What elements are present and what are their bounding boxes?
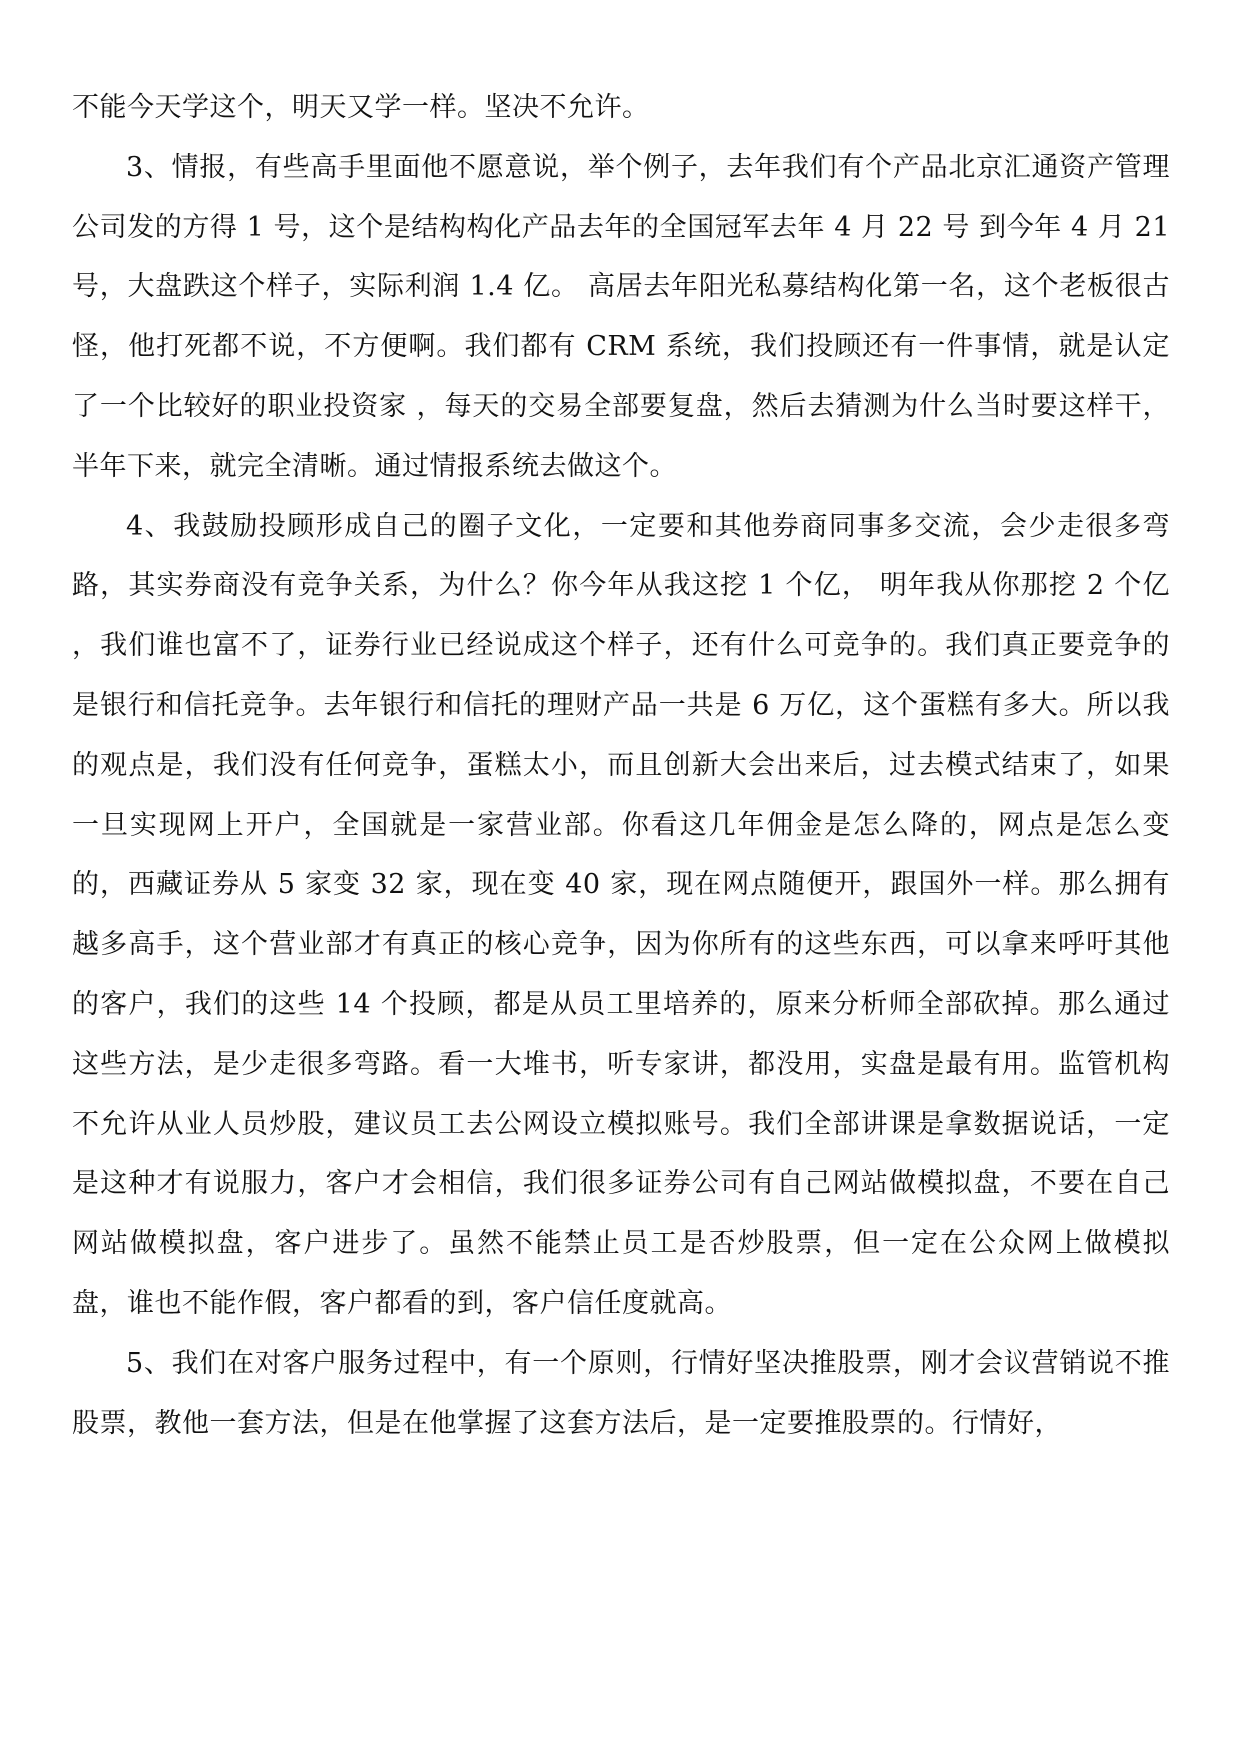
paragraph-item-3-intelligence: 3、情报，有些高手里面他不愿意说，举个例子，去年我们有个产品北京汇通资产管理公司发的方得 1 号，这个是结构构化产品去年的全国冠军去年 4 月 22 号 到今年 4 月 21 号，大盘跌这个样子，实际利润 1.4 亿。 高居去年阳光私募结构化第一名，这个老板很古怪，他打死都不说，不方便啊。我们都有 CRM 系统，我们投顾还有一件事情，就是认定了一个比较好的职业投资家 ，每天的交易全部要复盘，然后去猜测为什么当时要这样干，半年下来，就完全清晰。通过情报系统去做这个。 — [72, 151, 1170, 482]
paragraph-item-5-client-service: 5、我们在对客户服务过程中，有一个原则，行情好坚决推股票，刚才会议营销说不推股票，教他一套方法，但是在他掌握了这套方法后，是一定要推股票的。行情好， — [72, 1347, 1170, 1439]
document-page — [72, 78, 1170, 1453]
paragraph-continuation: 不能今天学这个，明天又学一样。坚决不允许。 — [72, 92, 650, 123]
paragraph-item-4-circle-culture: 4、我鼓励投顾形成自己的圈子文化，一定要和其他券商同事多交流，会少走很多弯路，其实券商没有竞争关系，为什么？你今年从我这挖 1 个亿， 明年我从你那挖 2 个亿 ，我们谁也富不了，证券行业已经说成这个样子，还有什么可竞争的。我们真正要竞争的是银行和信托竞争。去年银行和信托的理财产品一共是 6 万亿，这个蛋糕有多大。所以我的观点是，我们没有任何竞争，蛋糕太小，而且创新大会出来后，过去模式结束了，如果一旦实现网上开户，全国就是一家营业部。你看这几年佣金是怎么降的，网点是怎么变的，西藏证券从 5 家变 32 家，现在变 40 家，现在网点随便开，跟国外一样。那么拥有越多高手，这个营业部才有真正的核心竞争，因为你所有的这些东西，可以拿来呼吁其他的客户，我们的这些 14 个投顾，都是从员工里培养的，原来分析师全部砍掉。那么通过这些方法，是少走很多弯路。看一大堆书，听专家讲，都没用，实盘是最有用。监管机构不允许从业人员炒股，建议员工去公网设立模拟账号。我们全部讲课是拿数据说话，一定是这种才有说服力，客户才会相信，我们很多证券公司有自己网站做模拟盘，不要在自己网站做模拟盘，客户进步了。虽然不能禁止员工是否炒股票，但一定在公众网上做模拟盘，谁也不能作假，客户都看的到，客户信任度就高。 — [72, 510, 1170, 1319]
